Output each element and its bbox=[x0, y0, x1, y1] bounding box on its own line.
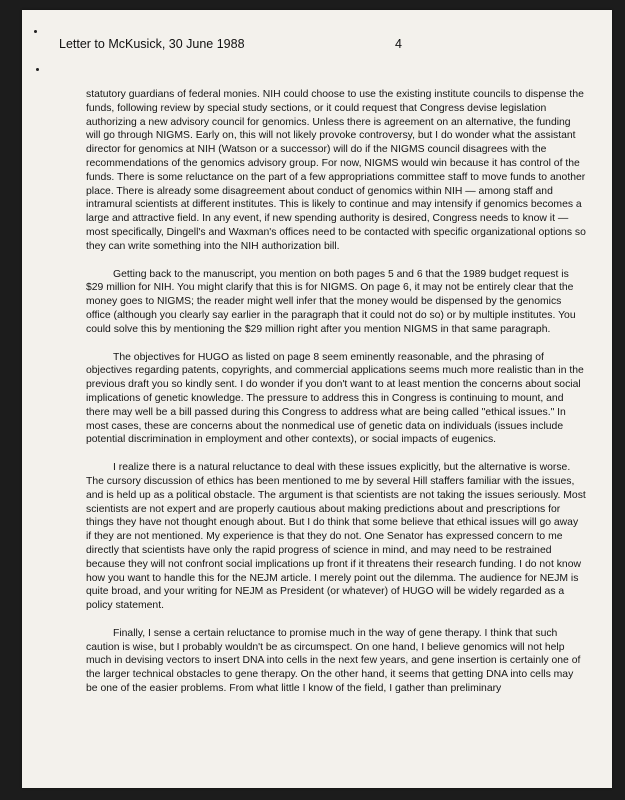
paragraph: statutory guardians of federal monies. NIH could choose to use the existing institute councils to dispense the funds, following review by special study sections, or it could request that Congress devise legislation authorizing a new advisory council for genomics. Unless there is agreement on an alternative, the funding will go through NIGMS. Early on, this will not likely provoke controversy, but I do wonder what the assistant director for genomics at NIH (Watson or a successor) will do if the NIGMS council disagrees with the recommendations of the genomics advisory group. For now, NIGMS would win because it has control of the funds. There is some reluctance on the part of a few appropriations committee staff to move funds to another place. There is already some disagreement about conduct of genomics within NIH — among staff and intramural scientists at different institutes. This is likely to continue and may intensify if genomics becomes a large and attractive field. In any event, if new spending authority is desired, Congress needs to know it — most specifically, Dingell's and Waxman's offices need to be contacted with specific organizational options so they can write something into the NIH authorization bill. bbox=[86, 89, 586, 252]
page-number: 4 bbox=[395, 37, 402, 51]
letter-body bbox=[86, 88, 586, 710]
punch-mark bbox=[34, 30, 37, 33]
paragraph: I realize there is a natural reluctance to deal with these issues explicitly, but the alternative is worse. The cursory discussion of ethics has been mentioned to me by several Hill staffers familiar with the issues, and is held up as a political obstacle. The argument is that scientists are not taking the issues seriously. Most scientists are not expert and are properly cautious about making predictions about and prescriptions for things they have not thought enough about. But I do think that some believe that ethical issues will go away if they are not mentioned. My experience is that they do not. One Senator has expressed concern to me directly that scientists have only the rapid progress of science in mind, and may need to be restrained because they will not confront social implications up front if it threatens their research funding. I do not know how you want to handle this for the NEJM article. I merely point out the dilemma. The audience for NEJM is quite broad, and your writing for NEJM as President (or whatever) of HUGO will be widely regarded as a policy statement. bbox=[86, 462, 586, 612]
paragraph: The objectives for HUGO as listed on page 8 seem eminently reasonable, and the phrasing of objectives regarding patents, copyrights, and commercial applications seems much more realistic than in the previous draft you so kindly sent. I do wonder if you don't want to at least mention the concerns about social implications of genetic knowledge. The pressure to address this in Congress is continuing to mount, and there may well be a bill passed during this Congress to address what are being called "ethical issues." In most cases, these are concerns about the nonmedical use of genetic data on individuals (issues include potential discrimination in employment and other contexts), or social impacts of eugenics. bbox=[86, 351, 584, 446]
punch-mark bbox=[36, 68, 39, 71]
page-header-title: Letter to McKusick, 30 June 1988 bbox=[59, 37, 245, 51]
paragraph: Finally, I sense a certain reluctance to promise much in the way of gene therapy. I think that such caution is wise, but I probably wouldn't be as circumspect. On one hand, I believe genomics will not help much in devising vectors to insert DNA into cells in the next few years, and gene insertion is certainly one of the larger technical obstacles to gene therapy. On the other hand, it seems that getting DNA into cells may be one of the easier problems. From what little I know of the field, I gather than preliminary bbox=[86, 627, 581, 695]
paragraph: Getting back to the manuscript, you mention on both pages 5 and 6 that the 1989 budget request is $29 million for NIH. You might clarify that this is for NIGMS. On page 6, it may not be entirely clear that the money goes to NIGMS; the reader might well infer that the money would be dispensed by the genomics office (although you clearly say earlier in the paragraph that it could not do so) or by multiple institutes. You could solve this by mentioning the $29 million right after you mention NIGMS in that same paragraph. bbox=[86, 268, 576, 335]
letter-page bbox=[22, 10, 612, 788]
